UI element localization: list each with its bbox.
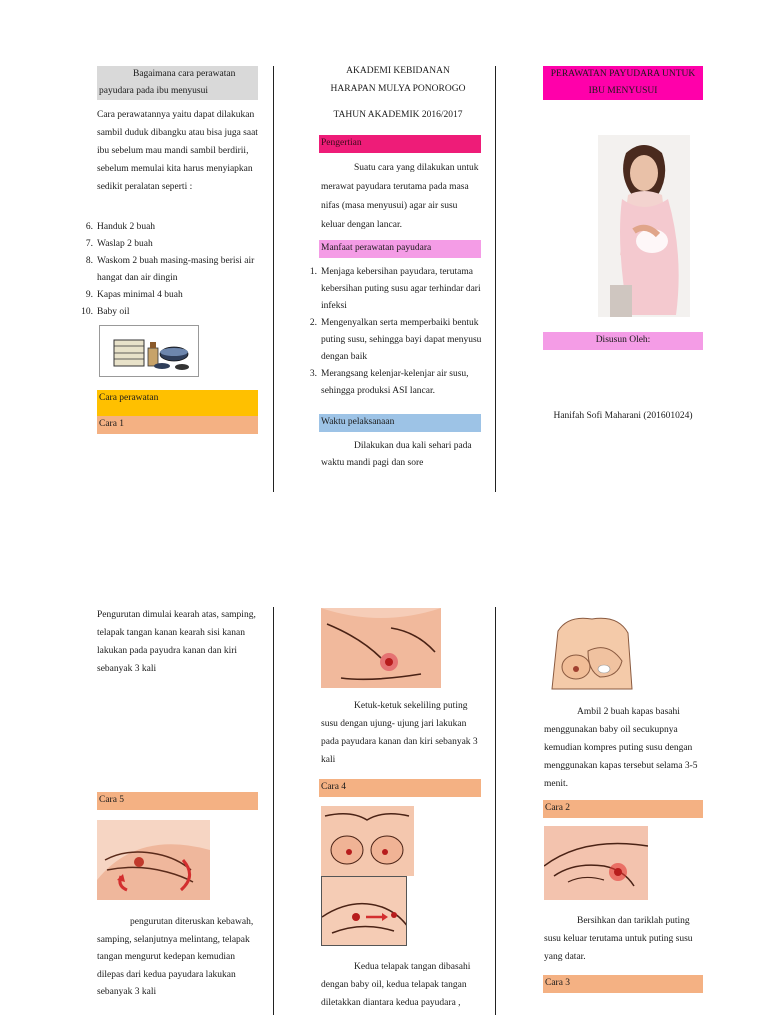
academic-year: TAHUN AKADEMIK 2016/2017 [333,110,463,120]
massage-image-tap [321,608,441,688]
col1-header-band [97,66,258,100]
divider-top-right [495,66,496,492]
divider-bottom-right [495,607,496,1015]
tools-image [99,325,199,377]
inst-line2: HARAPAN MULYA PONOROGO [330,84,466,94]
waktu-band: Waktu pelaksanaan [319,414,481,432]
col1-intro: Cara perawatannya yaitu dapat dilakukan sambil duduk dibangku atau bisa juga saat ibu sebelum mau mandi sambil berdirii, sebelum memulai kita harus menyiapkan sedikit peralatan seperti : [97,110,258,192]
disusun-label: Disusun Oleh: [595,335,651,345]
divider-top-left [273,66,274,492]
manfaat-band: Manfaat perawatan payudara [319,240,481,258]
col1-header: Bagaimana cara perawatan payudara pada ibu menyusui [99,69,236,96]
pengertian-text: Suatu cara yang dilakukan untuk merawat payudara terutama pada masa nifas (masa menyusui) agar air susu keluar dengan lancar. [321,163,479,230]
mother-photo [598,135,690,317]
inst-line1: AKADEMI KEBIDANAN [346,66,450,76]
list-item: 6. Handuk 2 buah [85,222,156,232]
massage-image-4a [321,806,414,876]
cara-perawatan-band: Cara perawatan [97,390,258,416]
list-item: 9. Kapas minimal 4 buah [85,290,183,300]
compress-image [548,611,636,691]
p2-col2-text: Ketuk-ketuk sekeliling puting susu dengan ujung- ujung jari lakukan pada payudara kanan dan kiri sebanyak 3 kali [321,701,478,765]
manfaat-list [309,264,483,400]
p2-col1-text: Pengurutan dimulai kearah atas, samping, telapak tangan kanan kearah sisi kanan lakukan pada payudra kanan dan kiri sebanyak 3 kali [97,610,256,674]
pull-nipple-image [544,826,648,900]
pengertian-band: Pengertian [319,135,481,153]
tools-list [81,219,259,321]
cara3-band: Cara 3 [543,975,703,993]
list-item: 2. Mengenyalkan serta memperbaiki bentuk puting susu, sehingga bayi dapat menyusu dengan baik [309,318,482,362]
p2-col3-text: Ambil 2 buah kapas basahi menggunakan baby oil secukupnya kemudian kompres puting susu dengan menggunakan kapas tersebut selama 3-5 menit. [544,707,698,789]
list-item: 8. Waskom 2 buah masing-masing berisi air hangat dan air dingin [85,256,255,283]
cara4-band: Cara 4 [319,779,481,797]
massage-image-5 [97,820,210,900]
list-item: 3. Merangsang kelenjar-kelenjar air susu, sehingga produksi ASI lancar. [309,369,469,396]
author-name: Hanifah Sofi Maharani (201601024) [553,411,693,421]
cara1-band: Cara 1 [97,416,258,434]
disusun-band [543,332,703,350]
list-item: 10. Baby oil [81,307,130,317]
massage-image-4b [321,876,407,946]
p2-col2-text2: Kedua telapak tangan dibasahi dengan baby oil, kedua telapak tangan diletakkan diantara kedua payudara , [321,962,471,1008]
p2-col1-text2: pengurutan diteruskan kebawah, samping, selanjutnya melintang, telapak tangan mengurut kedepan kemudian dilepas dari kedua payudara lakukan sebanyak 3 kali [97,917,254,997]
divider-bottom-left [273,607,274,1015]
p2-col3-text2: Bersihkan dan tariklah puting susu keluar terutama untuk puting susu yang datar. [544,916,693,962]
cara2-band: Cara 2 [543,800,703,818]
title-band [543,66,703,100]
cara5-band: Cara 5 [97,792,258,810]
waktu-text: Dilakukan dua kali sehari pada waktu mandi pagi dan sore [321,441,472,468]
list-item: 1. Menjaga kebersihan payudara, terutama kebersihan puting susu agar terhindar dari infeksi [309,267,481,311]
brochure-title: PERAWATAN PAYUDARA UNTUK IBU MENYUSUI [550,69,696,96]
list-item: 7. Waslap 2 buah [85,239,153,249]
